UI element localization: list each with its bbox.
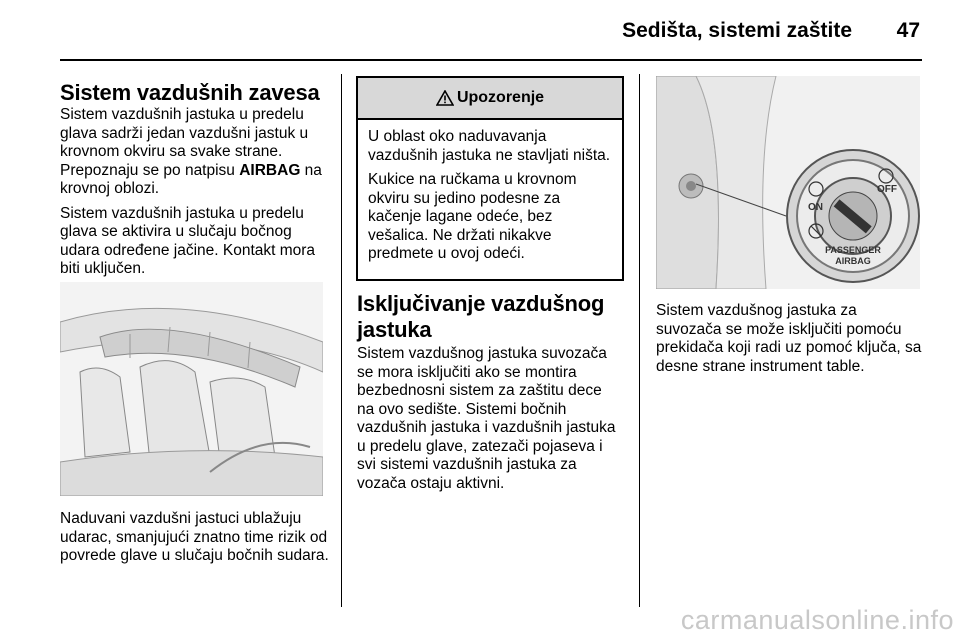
- right-column-text: [656, 302, 924, 382]
- warning-paragraph-1: U oblast oko naduvavanja vazdušnih jastuka ne stavljati ništa.: [368, 128, 611, 164]
- paragraph-airbag-activation: Sistem vazdušnih jastuka u predelu glava se aktivira u slučaju bočnog udara određene jačine. Kontakt mora biti uključen.: [60, 204, 316, 277]
- caption-passenger-switch: Sistem vazdušnog jastuka za suvozača se može isključiti pomoću prekidača koji radi uz pomoć ključa, sa desne strane instrument table.: [656, 302, 922, 375]
- paragraph-airbag-deactivation: Sistem vazdušnog jastuka suvozača se mora isključiti ako se montira bezbednosni sistem za zaštitu dece na ovo sedište. Sistemi bočnih vazdušnih jastuka i vazdušnih jastuka u predelu glave, zatezači pojaseva i svi sistemi vazdušnih jastuka za vozača ostaju aktivni.: [357, 345, 616, 492]
- section-heading-curtain-airbag: Sistem vazdušnih zavesa: [60, 80, 320, 105]
- passenger-airbag-switch-drawing: [656, 76, 920, 289]
- left-column: [60, 80, 332, 285]
- warning-header: [358, 78, 622, 120]
- warning-paragraph-2: Kukice na ručkama u krovnom okviru su jedino podesne za kačenje lagane odeće, bez vešalica. Ne držati nikakve predmete u ovoj odeći.: [368, 171, 577, 262]
- switch-on-label: ON: [808, 202, 823, 213]
- page-number: 47: [896, 19, 920, 42]
- airbag-keyword: AIRBAG: [239, 161, 301, 179]
- switch-label-passenger: PASSENGER: [825, 245, 881, 255]
- warning-title: Upozorenje: [456, 89, 545, 106]
- running-header-title: Sedišta, sistemi zaštite: [622, 19, 852, 42]
- warning-box: [356, 76, 624, 281]
- switch-off-label: OFF: [877, 184, 897, 195]
- warning-body: [358, 120, 622, 276]
- left-caption-block: [60, 510, 332, 572]
- passenger-airbag-switch-illustration: [656, 76, 920, 289]
- curtain-airbag-drawing: [60, 282, 323, 496]
- header-rule: [60, 59, 922, 61]
- paragraph-airbag-description: Sistem vazdušnih jastuka u predelu glava sadrži jedan vazdušni jastuk u krovnom okviru sa svake strane. Prepoznaju se po natpisu AIRBAG na krovnoj oblozi.: [60, 106, 322, 197]
- curtain-airbag-illustration: [60, 282, 323, 496]
- middle-column-text: [357, 291, 623, 499]
- watermark: carmanualsonline.info: [680, 605, 954, 635]
- caption-inflated-airbags: Naduvani vazdušni jastuci ublažuju udarac, smanjujući znatno time rizik od povrede glave u slučaju bočnih sudara.: [60, 510, 329, 564]
- column-divider-left: [341, 74, 342, 607]
- section-heading-airbag-deactivation: Isključivanje vazdušnog jastuka: [357, 291, 605, 342]
- warning-triangle-icon: [436, 90, 454, 106]
- switch-label-airbag: AIRBAG: [835, 256, 871, 266]
- column-divider-right: [639, 74, 640, 607]
